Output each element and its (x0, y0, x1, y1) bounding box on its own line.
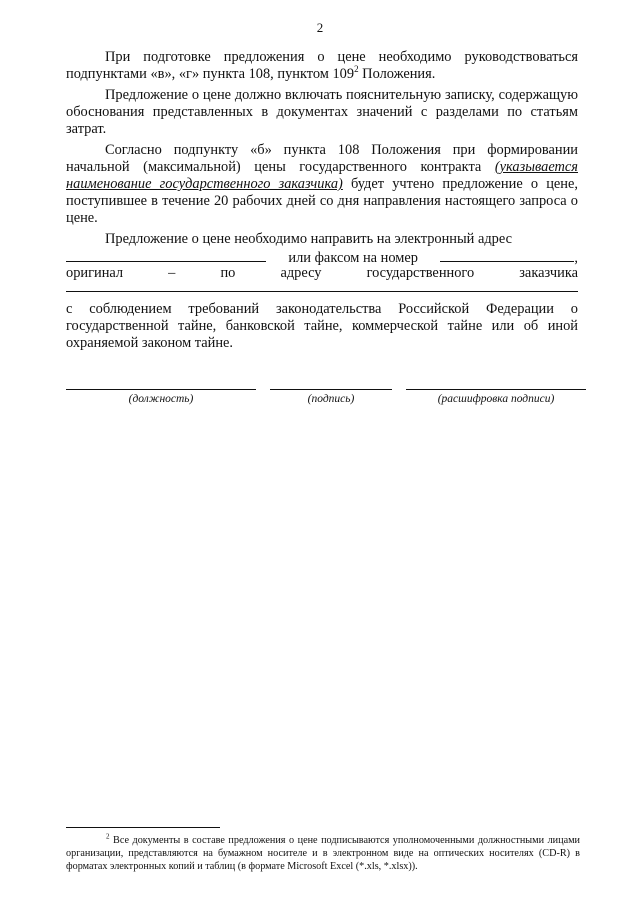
word-customer: заказчика (519, 265, 578, 281)
position-label: (должность) (128, 393, 194, 405)
signature-block (66, 389, 586, 419)
signature-column (270, 389, 392, 405)
footnote-text: Все документы в составе предложения о цене подписываются уполномоченными должностными лицами организации, представляются на бумажном носителе и в электронном виде на оптических носителях (CD-R) в форматах электронных копий и таблиц (в формате Microsoft Excel (*.xls, *.xlsx)). (66, 835, 580, 872)
paragraph-guidance-tail: Положения. (358, 66, 436, 82)
word-state: государственного (366, 265, 475, 281)
decoding-column (406, 389, 586, 405)
paragraph-confidentiality: с соблюдением требований законодательства Российской Федерации о государственной тайне, банковской тайне, коммерческой тайне или об иной охраняемой законом тайне. (66, 301, 578, 351)
word-original: оригинал (66, 265, 124, 281)
customer-address-blank[interactable] (66, 282, 578, 292)
email-address-blank[interactable] (66, 248, 266, 262)
footnote-separator (66, 827, 220, 828)
email-fax-line (66, 248, 578, 265)
fax-text: или факсом на номер (288, 250, 418, 266)
decoding-label: (расшифровка подписи) (437, 393, 555, 405)
letter-body (66, 49, 578, 356)
footnote-mark: 2 (106, 832, 110, 841)
fax-number-blank[interactable] (440, 248, 574, 262)
paragraph-initial-price-after: будет учтено предложение о цене, поступившее в течение 20 рабочих дней со дня направления настоящего запроса о цене. (66, 176, 578, 226)
word-address: адресу (280, 265, 322, 281)
original-address-line (66, 265, 578, 282)
paragraph-send-address: Предложение о цене необходимо направить на электронный адрес (105, 231, 512, 247)
customer-name-hint: (указывается наименование государственного заказчика) (66, 159, 578, 192)
paragraph-explanatory-note: Предложение о цене должно включать пояснительную записку, содержащую обоснования представленных в документах значений с разделами по статьям затрат. (66, 87, 578, 137)
paragraph-guidance (66, 49, 578, 83)
paragraph-guidance-text: При подготовке предложения о цене необходимо руководствоваться подпунктами «в», «г» пункта 108, пунктом 109 (66, 49, 578, 82)
page-number: 2 (316, 20, 324, 35)
word-po: по (220, 265, 236, 281)
position-column (66, 389, 256, 405)
decoding-blank[interactable] (406, 389, 586, 390)
footnote-ref: 2 (354, 64, 359, 75)
footnote (66, 834, 580, 873)
fax-comma: , (574, 250, 578, 266)
paragraph-initial-price-before: Согласно подпункту «б» пункта 108 Положения при формировании начальной (максимальной) цены государственного контракта (66, 142, 578, 175)
paragraph-initial-price (66, 142, 578, 227)
word-dash: – (168, 265, 176, 281)
signature-blank[interactable] (270, 389, 392, 390)
signature-label: (подпись) (307, 393, 355, 405)
position-blank[interactable] (66, 389, 256, 390)
